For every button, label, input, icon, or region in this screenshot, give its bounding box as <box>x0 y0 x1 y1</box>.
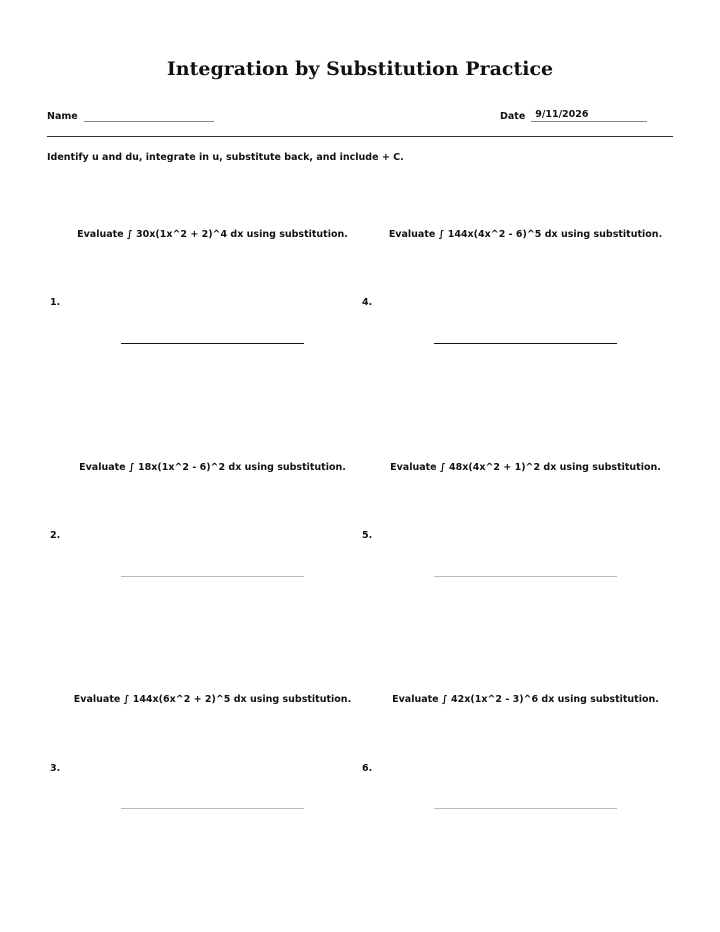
problem-prompt: Evaluate ∫ 42x(1x^2 - 3)^6 dx using substitution. <box>392 694 659 705</box>
answer-line[interactable] <box>121 808 304 809</box>
problem-prompt: Evaluate ∫ 18x(1x^2 - 6)^2 dx using substitution. <box>79 462 346 473</box>
problem-number: 5. <box>362 530 373 541</box>
problem-5 <box>369 238 682 473</box>
problem-number: 3. <box>50 763 61 774</box>
problem-1 <box>56 5 369 240</box>
problem-prompt: Evaluate ∫ 144x(6x^2 + 2)^5 dx using substitution. <box>73 694 352 705</box>
problem-number: 1. <box>50 297 61 308</box>
problem-3 <box>56 470 369 705</box>
answer-line[interactable] <box>434 808 617 809</box>
problem-6 <box>369 470 682 705</box>
instructions: Identify u and du, integrate in u, substitute back, and include + C. <box>47 152 404 163</box>
problem-4 <box>369 5 682 240</box>
problem-number: 4. <box>362 297 373 308</box>
date-label: Date <box>500 111 526 122</box>
problem-prompt: Evaluate ∫ 144x(4x^2 - 6)^5 dx using substitution. <box>388 229 663 240</box>
problem-prompt: Evaluate ∫ 48x(4x^2 + 1)^2 dx using substitution. <box>390 462 661 473</box>
problem-number: 6. <box>362 763 373 774</box>
date-value[interactable]: 9/11/2026 <box>531 109 647 122</box>
name-label: Name <box>47 111 78 122</box>
worksheet-title: Integration by Substitution Practice <box>166 58 554 80</box>
problem-number: 2. <box>50 530 61 541</box>
problem-prompt: Evaluate ∫ 30x(1x^2 + 2)^4 dx using substitution. <box>77 229 348 240</box>
problem-2 <box>56 238 369 473</box>
